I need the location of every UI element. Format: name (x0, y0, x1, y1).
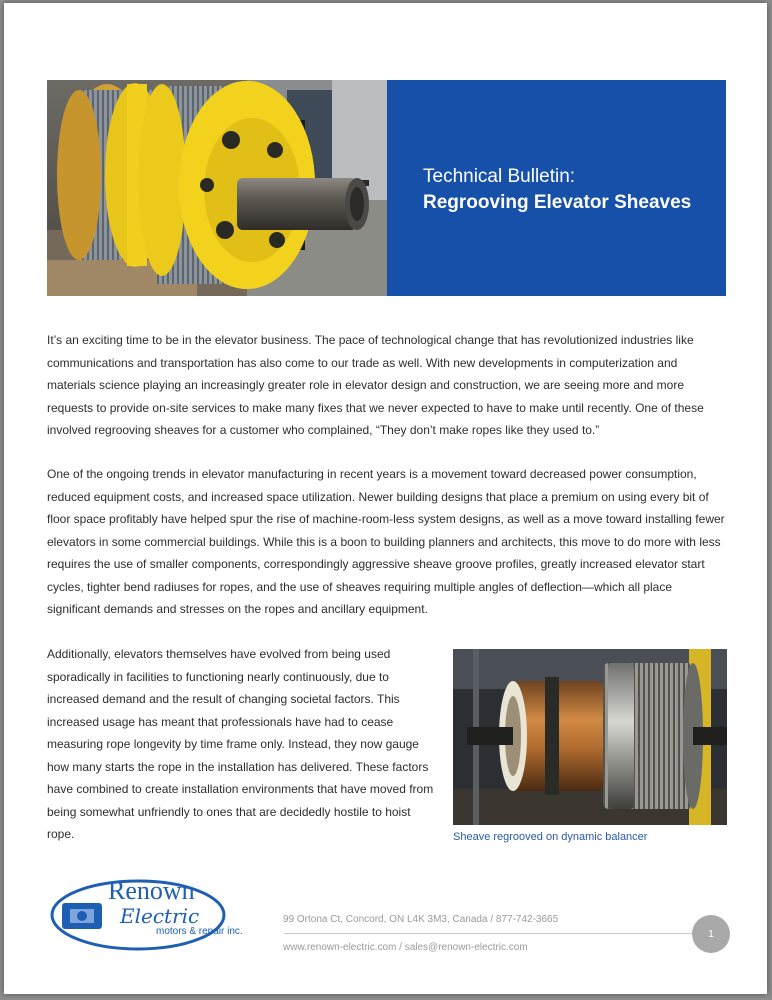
page-number-badge: 1 (692, 915, 730, 953)
title-line-2: Regrooving Elevator Sheaves (423, 192, 692, 213)
hero-banner (47, 80, 726, 296)
paragraph-trends: One of the ongoing trends in elevator manufacturing in recent years is a movement toward decreased power consumption, reduced equipment costs, and increased space utilization. Newer building designs that place a premium on using every bit of floor space profitably have helped spur the rise of machine-room-less system designs, as well as a move toward installing fewer elevators in some commercial buildings. While this is a boon to building planners and architects, this move to do more with less requires the use of smaller components, correspondingly aggressive sheave groove profiles, greatly increased elevator start cycles, tighter bend radiuses for ropes, and the use of sheaves requiring multiple angles of deflection—which all place significant demands and stresses on the ropes and ancillary equipment. (47, 467, 725, 616)
svg-text:Electric: Electric (120, 904, 200, 928)
footer-address: 99 Ortona Ct, Concord, ON L4K 3M3, Canada / 877-742-3665 (283, 914, 559, 925)
svg-text:motors & repair inc.: motors & repair inc. (156, 926, 243, 937)
bulletin-page (4, 3, 767, 994)
footer-divider (284, 933, 700, 934)
paragraph-usage: Additionally, elevators themselves have evolved from being used sporadically in facilities to functioning nearly continuously, due to increased demand and the result of changing societal factors. This increased usage has meant that professionals have had to cease measuring rope longevity by time frame only. Instead, they now gauge how many starts the rope in the installation has delivered. These factors have combined to create installation environments that have moved from being somewhat unfriendly to ones that are decidedly hostile to hoist rope. (47, 647, 434, 841)
sheave-on-balancer-photo (453, 649, 727, 825)
photo-caption: Sheave regrooved on dynamic balancer (453, 831, 648, 843)
renown-electric-logo (48, 871, 274, 953)
title-line-1: Technical Bulletin: (423, 166, 576, 187)
paragraph-intro: It’s an exciting time to be in the elevator business. The pace of technological change that has revolutionized industries like communications and transportation has also come to our trade as well. With new developments in computerization and materials science playing an increasingly greater role in elevator design and construction, we are seeing more and more requests to provide on-site services to make many fixes that we never expected to have to make until recently. One of these involved regrooving sheaves for a customer who complained, “They don’t make ropes like they used to.” (47, 333, 704, 437)
bulletin-title (423, 164, 691, 216)
elevator-sheave-photo (47, 80, 387, 296)
svg-text:Renown: Renown (108, 876, 195, 905)
title-band (387, 80, 726, 296)
footer-contact-links[interactable]: www.renown-electric.com / sales@renown-electric.com (283, 942, 528, 953)
